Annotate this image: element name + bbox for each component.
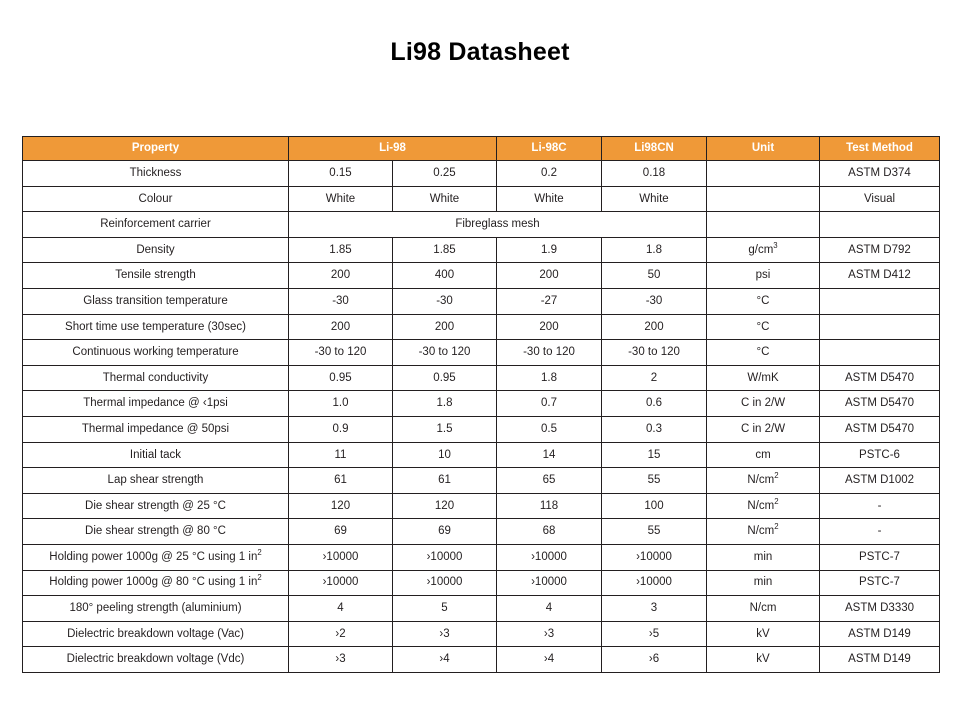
cell-value-li98c: 200	[497, 314, 602, 340]
cell-value-li98cn: -30 to 120	[602, 340, 707, 366]
cell-unit: °C	[707, 314, 820, 340]
table-row	[23, 416, 940, 442]
cell-value-li98c: ›10000	[497, 544, 602, 570]
table-row	[23, 570, 940, 596]
cell-value-li98cn: 200	[602, 314, 707, 340]
cell-test-method: PSTC-6	[820, 442, 940, 468]
cell-value-li98-a: 69	[289, 519, 393, 545]
cell-unit: $N/cm^2$	[707, 519, 820, 545]
cell-property: Holding power 1000g @ 25 °C using 1 $in^2$	[23, 544, 289, 570]
page-title: Li98 Datasheet	[390, 38, 570, 66]
cell-value-li98-b: 120	[393, 493, 497, 519]
cell-value-li98cn: 15	[602, 442, 707, 468]
cell-value-li98cn: 0.18	[602, 161, 707, 187]
cell-property: Reinforcement carrier	[23, 212, 289, 238]
column-header-unit: Unit	[707, 137, 820, 161]
table-row	[23, 647, 940, 673]
table-row	[23, 161, 940, 187]
cell-value-li98-a: 200	[289, 263, 393, 289]
cell-value-li98c: 118	[497, 493, 602, 519]
cell-property: Glass transition temperature	[23, 288, 289, 314]
table-row	[23, 442, 940, 468]
cell-value-li98cn: 0.3	[602, 416, 707, 442]
cell-property: 180° peeling strength (aluminium)	[23, 596, 289, 622]
table-row	[23, 212, 940, 238]
column-header-li98cn: Li98CN	[602, 137, 707, 161]
cell-test-method: ASTM D149	[820, 621, 940, 647]
cell-property: Lap shear strength	[23, 468, 289, 494]
cell-unit	[707, 161, 820, 187]
cell-unit: C in 2/W	[707, 416, 820, 442]
cell-value-li98-b: 5	[393, 596, 497, 622]
cell-value-li98cn: 2	[602, 365, 707, 391]
table-header	[23, 137, 940, 161]
cell-value-li98cn: -30	[602, 288, 707, 314]
cell-property: Dielectric breakdown voltage (Vdc)	[23, 647, 289, 673]
cell-property: Continuous working temperature	[23, 340, 289, 366]
table-row	[23, 314, 940, 340]
cell-value-li98-b: 10	[393, 442, 497, 468]
cell-property: Thickness	[23, 161, 289, 187]
cell-value-li98cn: 3	[602, 596, 707, 622]
cell-test-method: ASTM D792	[820, 237, 940, 263]
cell-value-li98-a: 11	[289, 442, 393, 468]
cell-test-method	[820, 288, 940, 314]
cell-value-li98cn: ›10000	[602, 544, 707, 570]
cell-value-li98-b: 400	[393, 263, 497, 289]
cell-unit: °C	[707, 288, 820, 314]
cell-unit: $N/cm^2$	[707, 493, 820, 519]
cell-value-li98cn: 50	[602, 263, 707, 289]
cell-test-method: Visual	[820, 186, 940, 212]
table-row	[23, 493, 940, 519]
cell-property: Thermal conductivity	[23, 365, 289, 391]
table-row	[23, 468, 940, 494]
cell-value-li98cn: 55	[602, 468, 707, 494]
cell-test-method: PSTC-7	[820, 544, 940, 570]
cell-value-li98-a: 0.9	[289, 416, 393, 442]
cell-property: Thermal impedance @ 50psi	[23, 416, 289, 442]
cell-value-li98c: -30 to 120	[497, 340, 602, 366]
cell-test-method: ASTM D5470	[820, 391, 940, 417]
cell-test-method: ASTM D3330	[820, 596, 940, 622]
cell-value-li98-a: ›10000	[289, 544, 393, 570]
cell-value-spanned: Fibreglass mesh	[289, 212, 707, 238]
cell-value-li98cn: ›5	[602, 621, 707, 647]
cell-property: Colour	[23, 186, 289, 212]
datasheet-table	[22, 136, 940, 673]
cell-test-method: ASTM D412	[820, 263, 940, 289]
cell-value-li98-a: 61	[289, 468, 393, 494]
table-row	[23, 391, 940, 417]
table-row	[23, 519, 940, 545]
cell-value-li98cn: ›6	[602, 647, 707, 673]
table-row	[23, 237, 940, 263]
cell-unit: N/cm	[707, 596, 820, 622]
cell-test-method	[820, 212, 940, 238]
column-header-property: Property	[23, 137, 289, 161]
cell-value-li98c: 200	[497, 263, 602, 289]
cell-value-li98cn: 100	[602, 493, 707, 519]
table-row	[23, 365, 940, 391]
cell-unit: W/mK	[707, 365, 820, 391]
cell-value-li98-b: -30 to 120	[393, 340, 497, 366]
column-header-li98: Li-98	[289, 137, 497, 161]
cell-value-li98c: 68	[497, 519, 602, 545]
cell-unit: psi	[707, 263, 820, 289]
cell-value-li98-b: 1.85	[393, 237, 497, 263]
cell-property: Die shear strength @ 25 °C	[23, 493, 289, 519]
cell-value-li98c: White	[497, 186, 602, 212]
cell-value-li98c: 0.2	[497, 161, 602, 187]
cell-value-li98-b: 0.95	[393, 365, 497, 391]
cell-value-li98c: 0.7	[497, 391, 602, 417]
cell-value-li98-b: 1.5	[393, 416, 497, 442]
cell-value-li98-b: White	[393, 186, 497, 212]
cell-value-li98c: ›4	[497, 647, 602, 673]
cell-value-li98-a: -30 to 120	[289, 340, 393, 366]
cell-unit: kV	[707, 621, 820, 647]
cell-value-li98-a: -30	[289, 288, 393, 314]
cell-test-method: PSTC-7	[820, 570, 940, 596]
cell-value-li98cn: ›10000	[602, 570, 707, 596]
cell-value-li98cn: 0.6	[602, 391, 707, 417]
cell-property: Dielectric breakdown voltage (Vac)	[23, 621, 289, 647]
table-row	[23, 544, 940, 570]
cell-value-li98-a: ›2	[289, 621, 393, 647]
cell-value-li98-a: 0.95	[289, 365, 393, 391]
table-row	[23, 263, 940, 289]
cell-value-li98c: -27	[497, 288, 602, 314]
cell-unit: cm	[707, 442, 820, 468]
cell-value-li98c: 1.8	[497, 365, 602, 391]
cell-test-method	[820, 314, 940, 340]
table-row	[23, 621, 940, 647]
cell-value-li98-a: 120	[289, 493, 393, 519]
cell-value-li98-a: ›10000	[289, 570, 393, 596]
cell-property: Density	[23, 237, 289, 263]
table-row	[23, 288, 940, 314]
cell-value-li98-b: ›4	[393, 647, 497, 673]
cell-value-li98cn: White	[602, 186, 707, 212]
cell-value-li98c: ›10000	[497, 570, 602, 596]
cell-value-li98-b: ›10000	[393, 570, 497, 596]
cell-test-method: ASTM D5470	[820, 416, 940, 442]
cell-unit: min	[707, 570, 820, 596]
table-body	[23, 161, 940, 673]
cell-value-li98-b: ›3	[393, 621, 497, 647]
cell-unit: $g/cm^3$	[707, 237, 820, 263]
cell-value-li98cn: 1.8	[602, 237, 707, 263]
cell-value-li98-a: 1.85	[289, 237, 393, 263]
cell-test-method: -	[820, 519, 940, 545]
cell-value-li98-b: 61	[393, 468, 497, 494]
cell-unit	[707, 186, 820, 212]
cell-property: Thermal impedance @ ‹1psi	[23, 391, 289, 417]
cell-test-method: ASTM D1002	[820, 468, 940, 494]
cell-value-li98-b: ›10000	[393, 544, 497, 570]
cell-value-li98-a: White	[289, 186, 393, 212]
cell-test-method: ASTM D149	[820, 647, 940, 673]
cell-value-li98-b: -30	[393, 288, 497, 314]
datasheet-table-container	[22, 136, 939, 673]
cell-value-li98c: 4	[497, 596, 602, 622]
cell-value-li98c: 1.9	[497, 237, 602, 263]
table-row	[23, 186, 940, 212]
cell-value-li98-a: 0.15	[289, 161, 393, 187]
cell-value-li98-a: 4	[289, 596, 393, 622]
cell-unit: C in 2/W	[707, 391, 820, 417]
table-header-row	[23, 137, 940, 161]
cell-property: Holding power 1000g @ 80 °C using 1 $in^2$	[23, 570, 289, 596]
cell-value-li98-b: 69	[393, 519, 497, 545]
cell-unit: °C	[707, 340, 820, 366]
column-header-test-method: Test Method	[820, 137, 940, 161]
cell-unit: $N/cm^2$	[707, 468, 820, 494]
cell-value-li98-a: 200	[289, 314, 393, 340]
cell-test-method: ASTM D374	[820, 161, 940, 187]
cell-value-li98c: 0.5	[497, 416, 602, 442]
cell-property: Short time use temperature (30sec)	[23, 314, 289, 340]
cell-value-li98cn: 55	[602, 519, 707, 545]
cell-unit: min	[707, 544, 820, 570]
table-row	[23, 596, 940, 622]
cell-value-li98-b: 0.25	[393, 161, 497, 187]
cell-property: Initial tack	[23, 442, 289, 468]
cell-test-method: ASTM D5470	[820, 365, 940, 391]
cell-value-li98c: ›3	[497, 621, 602, 647]
cell-unit	[707, 212, 820, 238]
cell-property: Die shear strength @ 80 °C	[23, 519, 289, 545]
cell-property: Tensile strength	[23, 263, 289, 289]
cell-value-li98c: 14	[497, 442, 602, 468]
cell-test-method	[820, 340, 940, 366]
cell-value-li98-b: 1.8	[393, 391, 497, 417]
cell-value-li98-b: 200	[393, 314, 497, 340]
cell-value-li98-a: 1.0	[289, 391, 393, 417]
cell-unit: kV	[707, 647, 820, 673]
cell-value-li98c: 65	[497, 468, 602, 494]
cell-value-li98-a: ›3	[289, 647, 393, 673]
column-header-li98c: Li-98C	[497, 137, 602, 161]
cell-test-method: -	[820, 493, 940, 519]
table-row	[23, 340, 940, 366]
